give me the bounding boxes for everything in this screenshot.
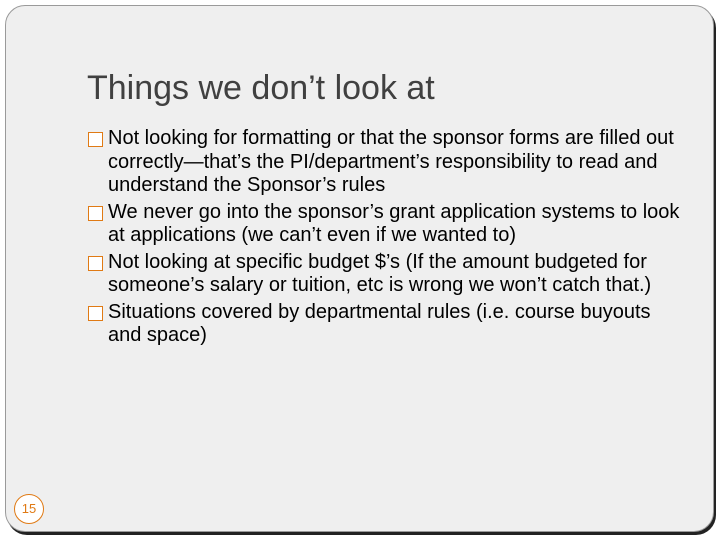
checkbox-square-icon <box>88 206 103 221</box>
bullet-text: We never go into the sponsor’s grant application systems to look at applications (we can’t even if we wanted to) <box>108 200 680 246</box>
bullet-list <box>87 127 687 351</box>
bullet-item <box>87 301 687 348</box>
checkbox-square-icon <box>88 306 103 321</box>
bullet-text: Not looking at specific budget $’s (If the amount budgeted for someone’s salary or tuition, etc is wrong we won’t catch that.) <box>108 250 652 296</box>
bullet-item <box>87 201 687 248</box>
bullet-text: Not looking for formatting or that the sponsor forms are filled out correctly—that’s the PI/department’s responsibility to read and understand the Sponsor’s rules <box>108 127 674 196</box>
checkbox-square-icon <box>88 132 103 147</box>
bullet-item <box>87 251 687 298</box>
bullet-item <box>87 127 687 198</box>
checkbox-square-icon <box>88 256 103 271</box>
page-number-badge: 15 <box>14 494 44 524</box>
bullet-text: Situations covered by departmental rules (i.e. course buyouts and space) <box>108 300 651 346</box>
slide-title: Things we don’t look at <box>87 69 435 107</box>
slide-frame <box>5 5 714 532</box>
